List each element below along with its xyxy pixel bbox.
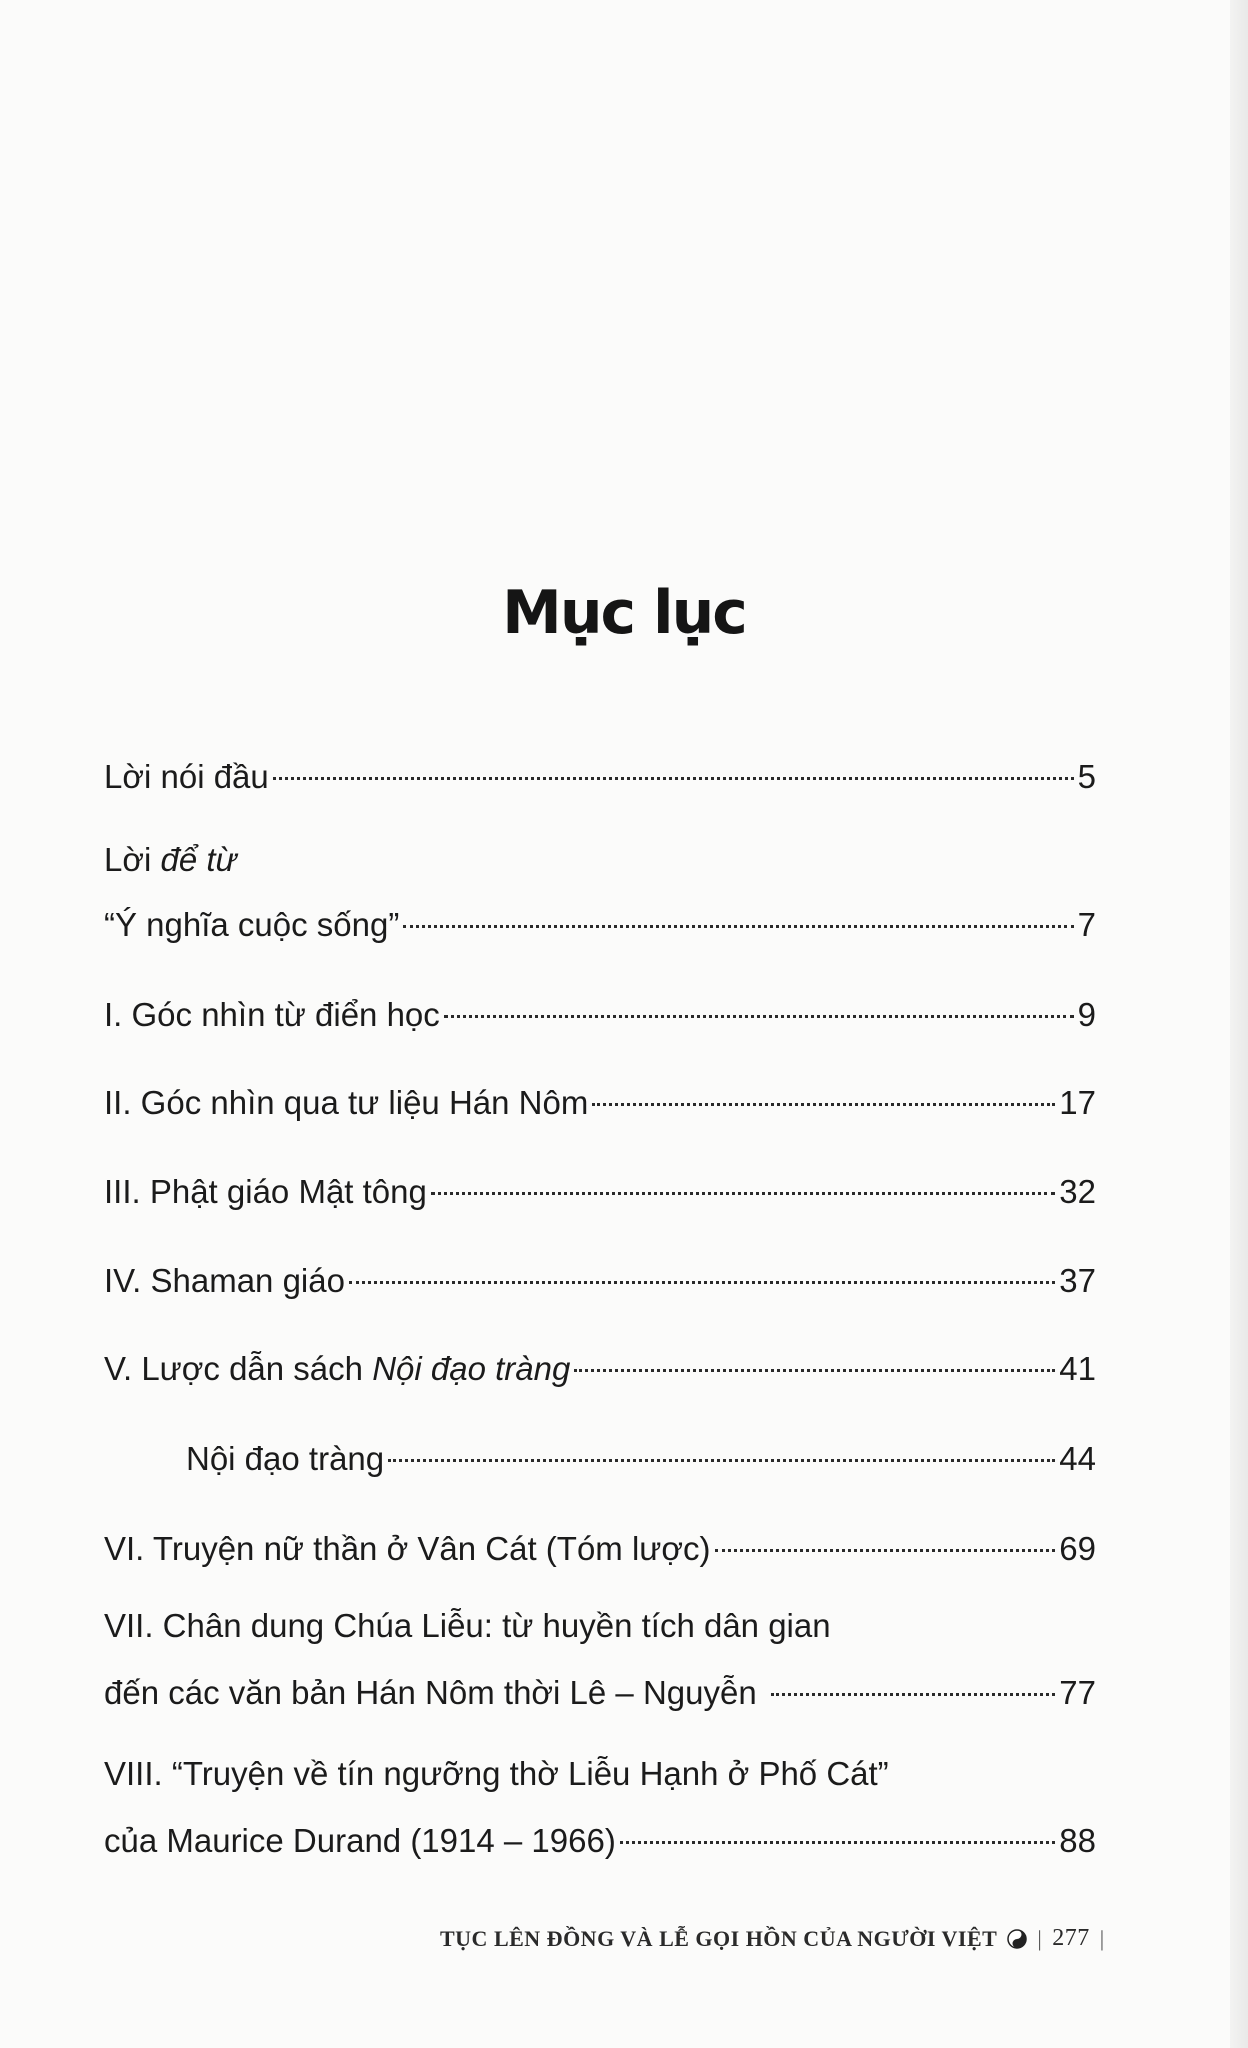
page-number: 277 — [1052, 1925, 1090, 1951]
page-title: Mục lục — [502, 578, 746, 648]
yin-yang-icon — [1007, 1929, 1027, 1949]
toc-entry-label: IV. Shaman giáo — [104, 1262, 345, 1299]
toc-entry-label: Lời để từ — [104, 841, 237, 878]
dot-leader — [349, 1252, 1055, 1292]
toc-entry-loi-noi-dau[interactable] — [104, 748, 1096, 797]
toc-entry-v[interactable] — [104, 1340, 1096, 1389]
toc-entry-label: Lời nói đầu — [104, 758, 269, 795]
toc-entry-iv[interactable] — [104, 1252, 1096, 1301]
dot-leader — [771, 1664, 1056, 1704]
toc-entry-label: “Ý nghĩa cuộc sống” — [104, 906, 400, 943]
dot-leader — [715, 1520, 1056, 1560]
toc-entry-page: 69 — [1059, 1530, 1096, 1567]
dot-leader — [388, 1430, 1055, 1470]
toc-entry-page: 32 — [1059, 1173, 1096, 1210]
toc-entry-vii-line2[interactable] — [104, 1664, 1096, 1713]
toc-entry-label: đến các văn bản Hán Nôm thời Lê – Nguyễn — [104, 1674, 757, 1711]
toc-entry-page: 37 — [1059, 1262, 1096, 1299]
toc-entry-i[interactable] — [104, 986, 1096, 1035]
bracket-left: | — [1037, 1925, 1043, 1951]
toc-entry-label: của Maurice Durand (1914 – 1966) — [104, 1822, 616, 1859]
toc-entry-label: I. Góc nhìn từ điển học — [104, 996, 440, 1033]
toc-entry-ii[interactable] — [104, 1074, 1096, 1123]
toc-entry-label: VII. Chân dung Chúa Liễu: từ huyền tích dân gian — [104, 1607, 831, 1644]
toc-entry-page: 7 — [1077, 906, 1096, 943]
toc-entry-label: III. Phật giáo Mật tông — [104, 1173, 427, 1210]
toc-entry-iii[interactable] — [104, 1163, 1096, 1212]
toc-entry-loi-de-tu-line1[interactable] — [104, 840, 1096, 880]
toc-entry-page: 41 — [1059, 1350, 1096, 1387]
toc-entry-noi-dao-trang[interactable] — [186, 1430, 1096, 1479]
dot-leader — [273, 748, 1074, 788]
running-footer — [440, 1925, 1140, 1952]
toc-entry-label: II. Góc nhìn qua tư liệu Hán Nôm — [104, 1084, 589, 1121]
dot-leader — [574, 1340, 1055, 1380]
dot-leader — [431, 1163, 1055, 1203]
page-edge — [1230, 0, 1248, 2048]
toc-entry-page: 5 — [1077, 758, 1096, 795]
dot-leader — [403, 896, 1073, 936]
toc-entry-vii-line1[interactable] — [104, 1606, 1096, 1646]
toc-entry-viii-line2[interactable] — [104, 1812, 1096, 1861]
dot-leader — [620, 1812, 1055, 1852]
toc-entry-page: 17 — [1059, 1084, 1096, 1121]
toc-entry-page: 77 — [1059, 1674, 1096, 1711]
running-title: TỤC LÊN ĐỒNG VÀ LỄ GỌI HỒN CỦA NGƯỜI VIỆT — [440, 1925, 998, 1951]
toc-entry-label: VIII. “Truyện về tín ngưỡng thờ Liễu Hạnh ở Phố Cát” — [104, 1755, 889, 1792]
toc-entry-page: 44 — [1059, 1440, 1096, 1477]
dot-leader — [444, 986, 1074, 1026]
toc-entry-label: VI. Truyện nữ thần ở Vân Cát (Tóm lược) — [104, 1530, 711, 1567]
dot-leader — [592, 1074, 1055, 1114]
toc-entry-label: Nội đạo tràng — [186, 1440, 385, 1477]
toc-entry-vi[interactable] — [104, 1520, 1096, 1569]
bracket-right: | — [1099, 1925, 1105, 1951]
toc-entry-viii-line1[interactable] — [104, 1754, 1096, 1794]
toc-entry-loi-de-tu-line2[interactable] — [104, 896, 1096, 945]
toc-entry-page: 88 — [1059, 1822, 1096, 1859]
toc-entry-label: V. Lược dẫn sách Nội đạo tràng — [104, 1350, 571, 1387]
toc-entry-page: 9 — [1077, 996, 1096, 1033]
